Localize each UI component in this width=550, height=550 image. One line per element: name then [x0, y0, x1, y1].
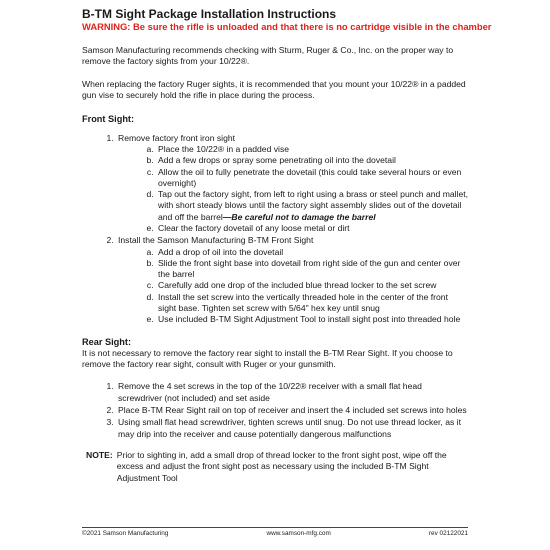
- footer-website: www.samson-mfg.com: [266, 530, 331, 537]
- front-step-1b: b. Add a few drops or spray some penetrating oil into the dovetail: [156, 155, 468, 166]
- front-step-1: [116, 133, 468, 235]
- front-step-2d: d. Install the set screw into the vertically threaded hole in the center of the front sight base. Tighten set screw with 5/64" hex key until snug: [156, 292, 468, 315]
- rear-step-2: 2. Place B-TM Rear Sight rail on top of receiver and insert the 4 included set screws into holes: [116, 405, 468, 416]
- rear-step-3: 3. Using small flat head screwdriver, tighten screws until snug. Do not use thread locker, as it may drip into the receiver and cause potentially dangerous malfunctions: [116, 417, 468, 440]
- barrel-caution: —Be careful not to damage the barrel: [222, 211, 376, 222]
- intro-paragraph-2: When replacing the factory Ruger sights, it is recommended that you mount your 10/22® in a padded gun vise to securely hold the rifle in place during the process.: [82, 78, 466, 101]
- front-step-1d-text: Tap out the factory sight, from left to right using a brass or steel punch and mallet, with short steady blows until the factory sight assembly slides out of the dovetail and off the barrel: [158, 189, 469, 222]
- front-step-1a: a. Place the 10/22® in a padded vise: [156, 144, 468, 155]
- footer-revision: rev 02122021: [428, 530, 468, 537]
- front-sight-heading: Front Sight:: [82, 113, 135, 124]
- front-step-2: [116, 235, 468, 325]
- front-step-2a: a. Add a drop of oil into the dovetail: [156, 247, 468, 258]
- note-block: [82, 450, 468, 484]
- warning-text: WARNING: Be sure the rifle is unloaded and that there is no cartridge visible in the chamber: [82, 21, 492, 32]
- footer-copyright: ©2021 Samson Manufacturing: [82, 530, 169, 537]
- rear-step-1: 1. Remove the 4 set screws in the top of the 10/22® receiver with a small flat head screwdriver (not included) and set aside: [116, 381, 468, 404]
- front-step-1c: c. Allow the oil to fully penetrate the dovetail (this could take several hours or even overnight): [156, 167, 468, 190]
- front-step-1d: [156, 189, 468, 223]
- note-text: Prior to sighting in, add a small drop of thread locker to the front sight post, wipe off the excess and adjust the front sight post as necessary using the included B-TM Sight Adjustment Tool: [116, 449, 447, 483]
- front-step-2b: b. Slide the front sight base into dovetail from right side of the gun and center over the barrel: [156, 258, 468, 281]
- rear-sight-steps: [82, 381, 468, 439]
- front-sight-steps: [82, 133, 468, 326]
- note-label: NOTE:: [86, 449, 113, 460]
- front-step-2c: c. Carefully add one drop of the included blue thread locker to the set screw: [156, 280, 468, 291]
- front-step-2-text: Install the Samson Manufacturing B-TM Front Sight: [118, 235, 314, 246]
- page-title: B-TM Sight Package Installation Instructions: [82, 7, 337, 21]
- rear-sight-heading: Rear Sight:: [82, 336, 132, 347]
- front-step-1-substeps: [118, 144, 468, 234]
- intro-paragraph-1: Samson Manufacturing recommends checking with Sturm, Ruger & Co., Inc. on the proper way to remove the factory sights from your 10/22®.: [82, 45, 454, 67]
- rear-sight-intro: It is not necessary to remove the factory rear sight to install the B-TM Rear Sight. If you choose to remove the factory rear sight, consult with Ruger or your gunsmith.: [82, 347, 453, 370]
- page-footer: [82, 527, 468, 538]
- front-step-1-text: Remove factory front iron sight: [118, 132, 236, 143]
- front-step-1e: e. Clear the factory dovetail of any loose metal or dirt: [156, 223, 468, 234]
- front-step-2-substeps: [118, 247, 468, 326]
- front-step-2e: e. Use included B-TM Sight Adjustment Tool to install sight post into threaded hole: [156, 314, 468, 325]
